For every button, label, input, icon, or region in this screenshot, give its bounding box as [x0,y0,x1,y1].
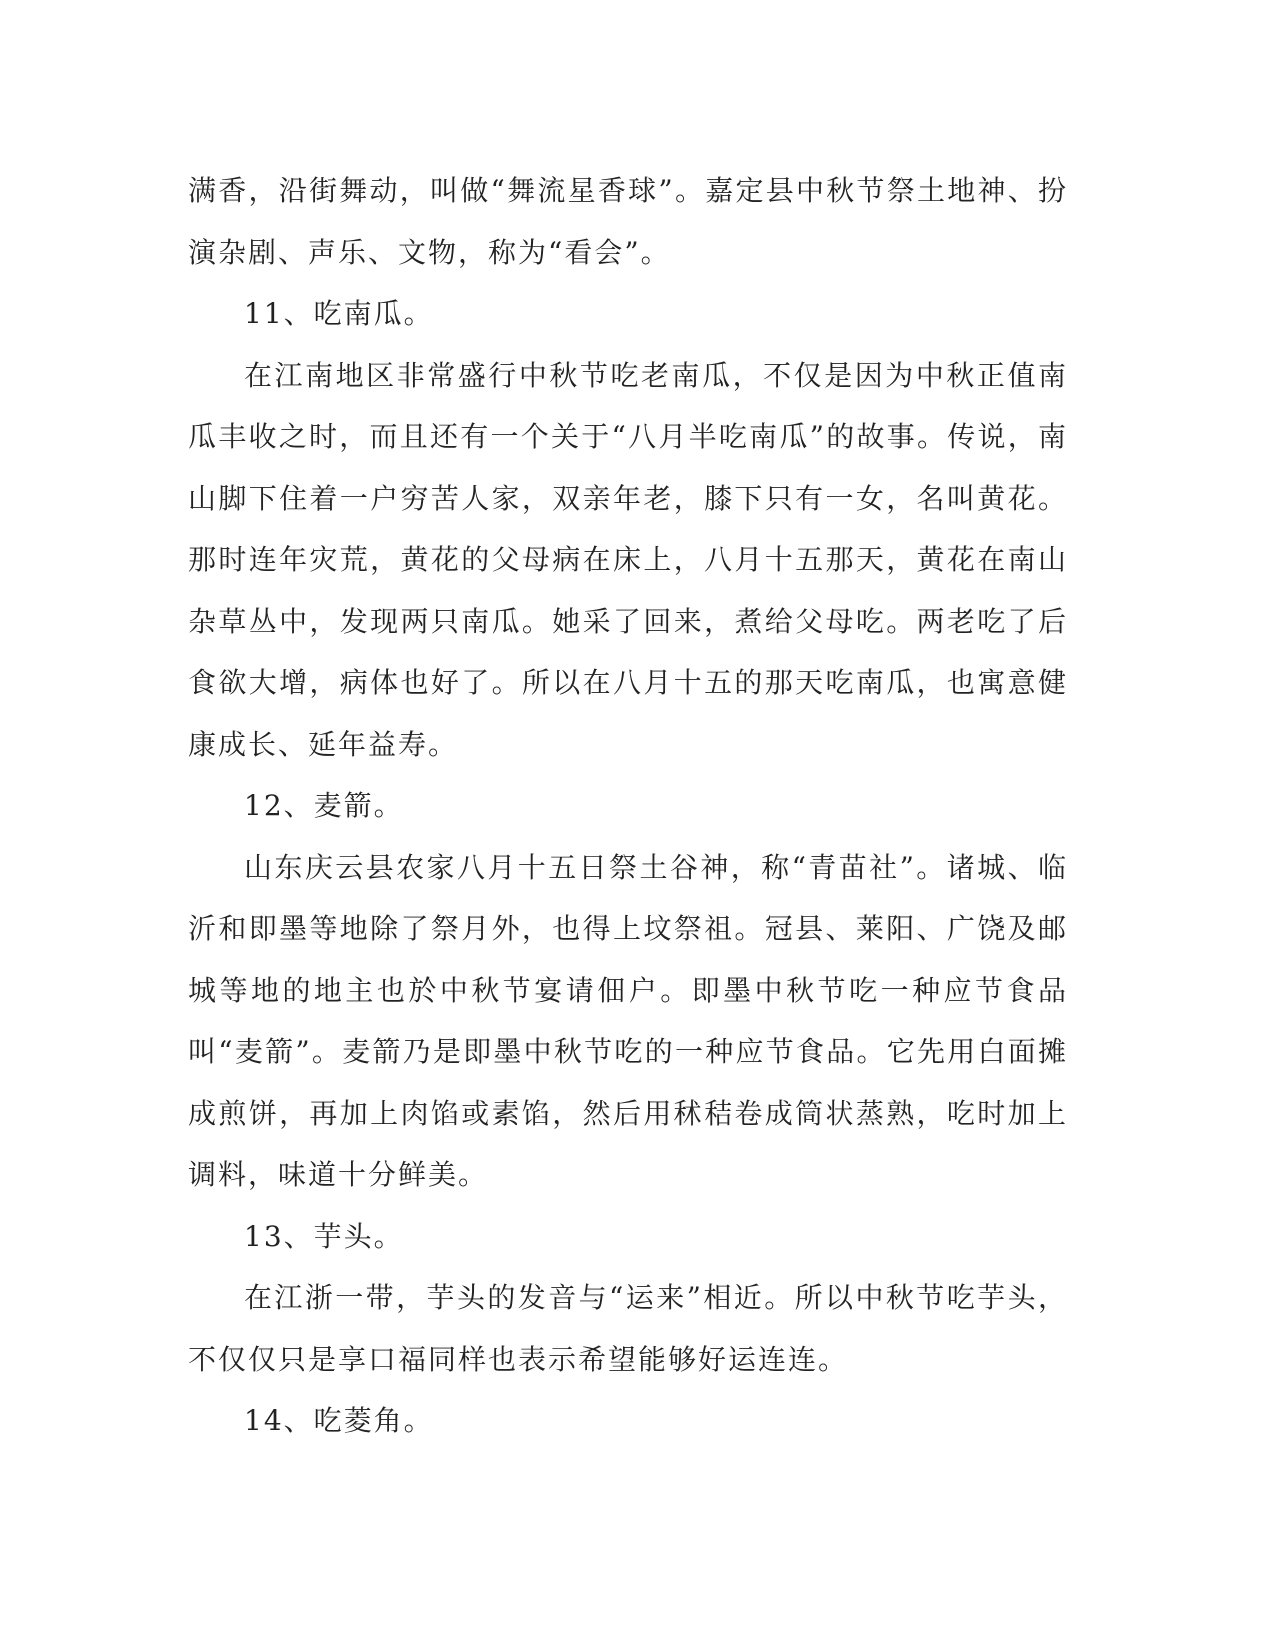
paragraph-taro: 在江浙一带，芋头的发音与“运来”相近。所以中秋节吃芋头，不仅仅只是享口福同样也表示希望能够好运连连。 [188,1281,1068,1376]
paragraph-maijian: 山东庆云县农家八月十五日祭土谷神，称“青苗社”。诸城、临沂和即墨等地除了祭月外，也得上坟祭祖。冠县、莱阳、广饶及邮城等地的地主也於中秋节宴请佃户。即墨中秋节吃一种应节食品叫“麦箭”。麦箭乃是即墨中秋节吃的一种应节食品。它先用白面摊成煎饼，再加上肉馅或素馅，然后用秫秸卷成筒状蒸熟，吃时加上调料，味道十分鲜美。 [188,850,1068,1191]
section-heading-pumpkin: 11、吃南瓜。 [244,297,434,330]
document-body [188,160,1068,1452]
section-heading-taro: 13、芋头。 [244,1219,404,1253]
section-heading-water-caltrop: 14、吃菱角。 [244,1404,434,1437]
section-heading-maijian: 12、麦箭。 [244,789,404,822]
paragraph-intro-continued: 满香，沿街舞动，叫做“舞流星香球”。嘉定县中秋节祭土地神、扮演杂剧、声乐、文物，称为“看会”。 [188,174,1068,269]
paragraph-pumpkin: 在江南地区非常盛行中秋节吃老南瓜，不仅是因为中秋正值南瓜丰收之时，而且还有一个关于“八月半吃南瓜”的故事。传说，南山脚下住着一户穷苦人家，双亲年老，膝下只有一女，名叫黄花。那时连年灾荒，黄花的父母病在床上，八月十五那天，黄花在南山杂草丛中，发现两只南瓜。她采了回来，煮给父母吃。两老吃了后食欲大增，病体也好了。所以在八月十五的那天吃南瓜，也寓意健康成长、延年益寿。 [188,358,1068,761]
